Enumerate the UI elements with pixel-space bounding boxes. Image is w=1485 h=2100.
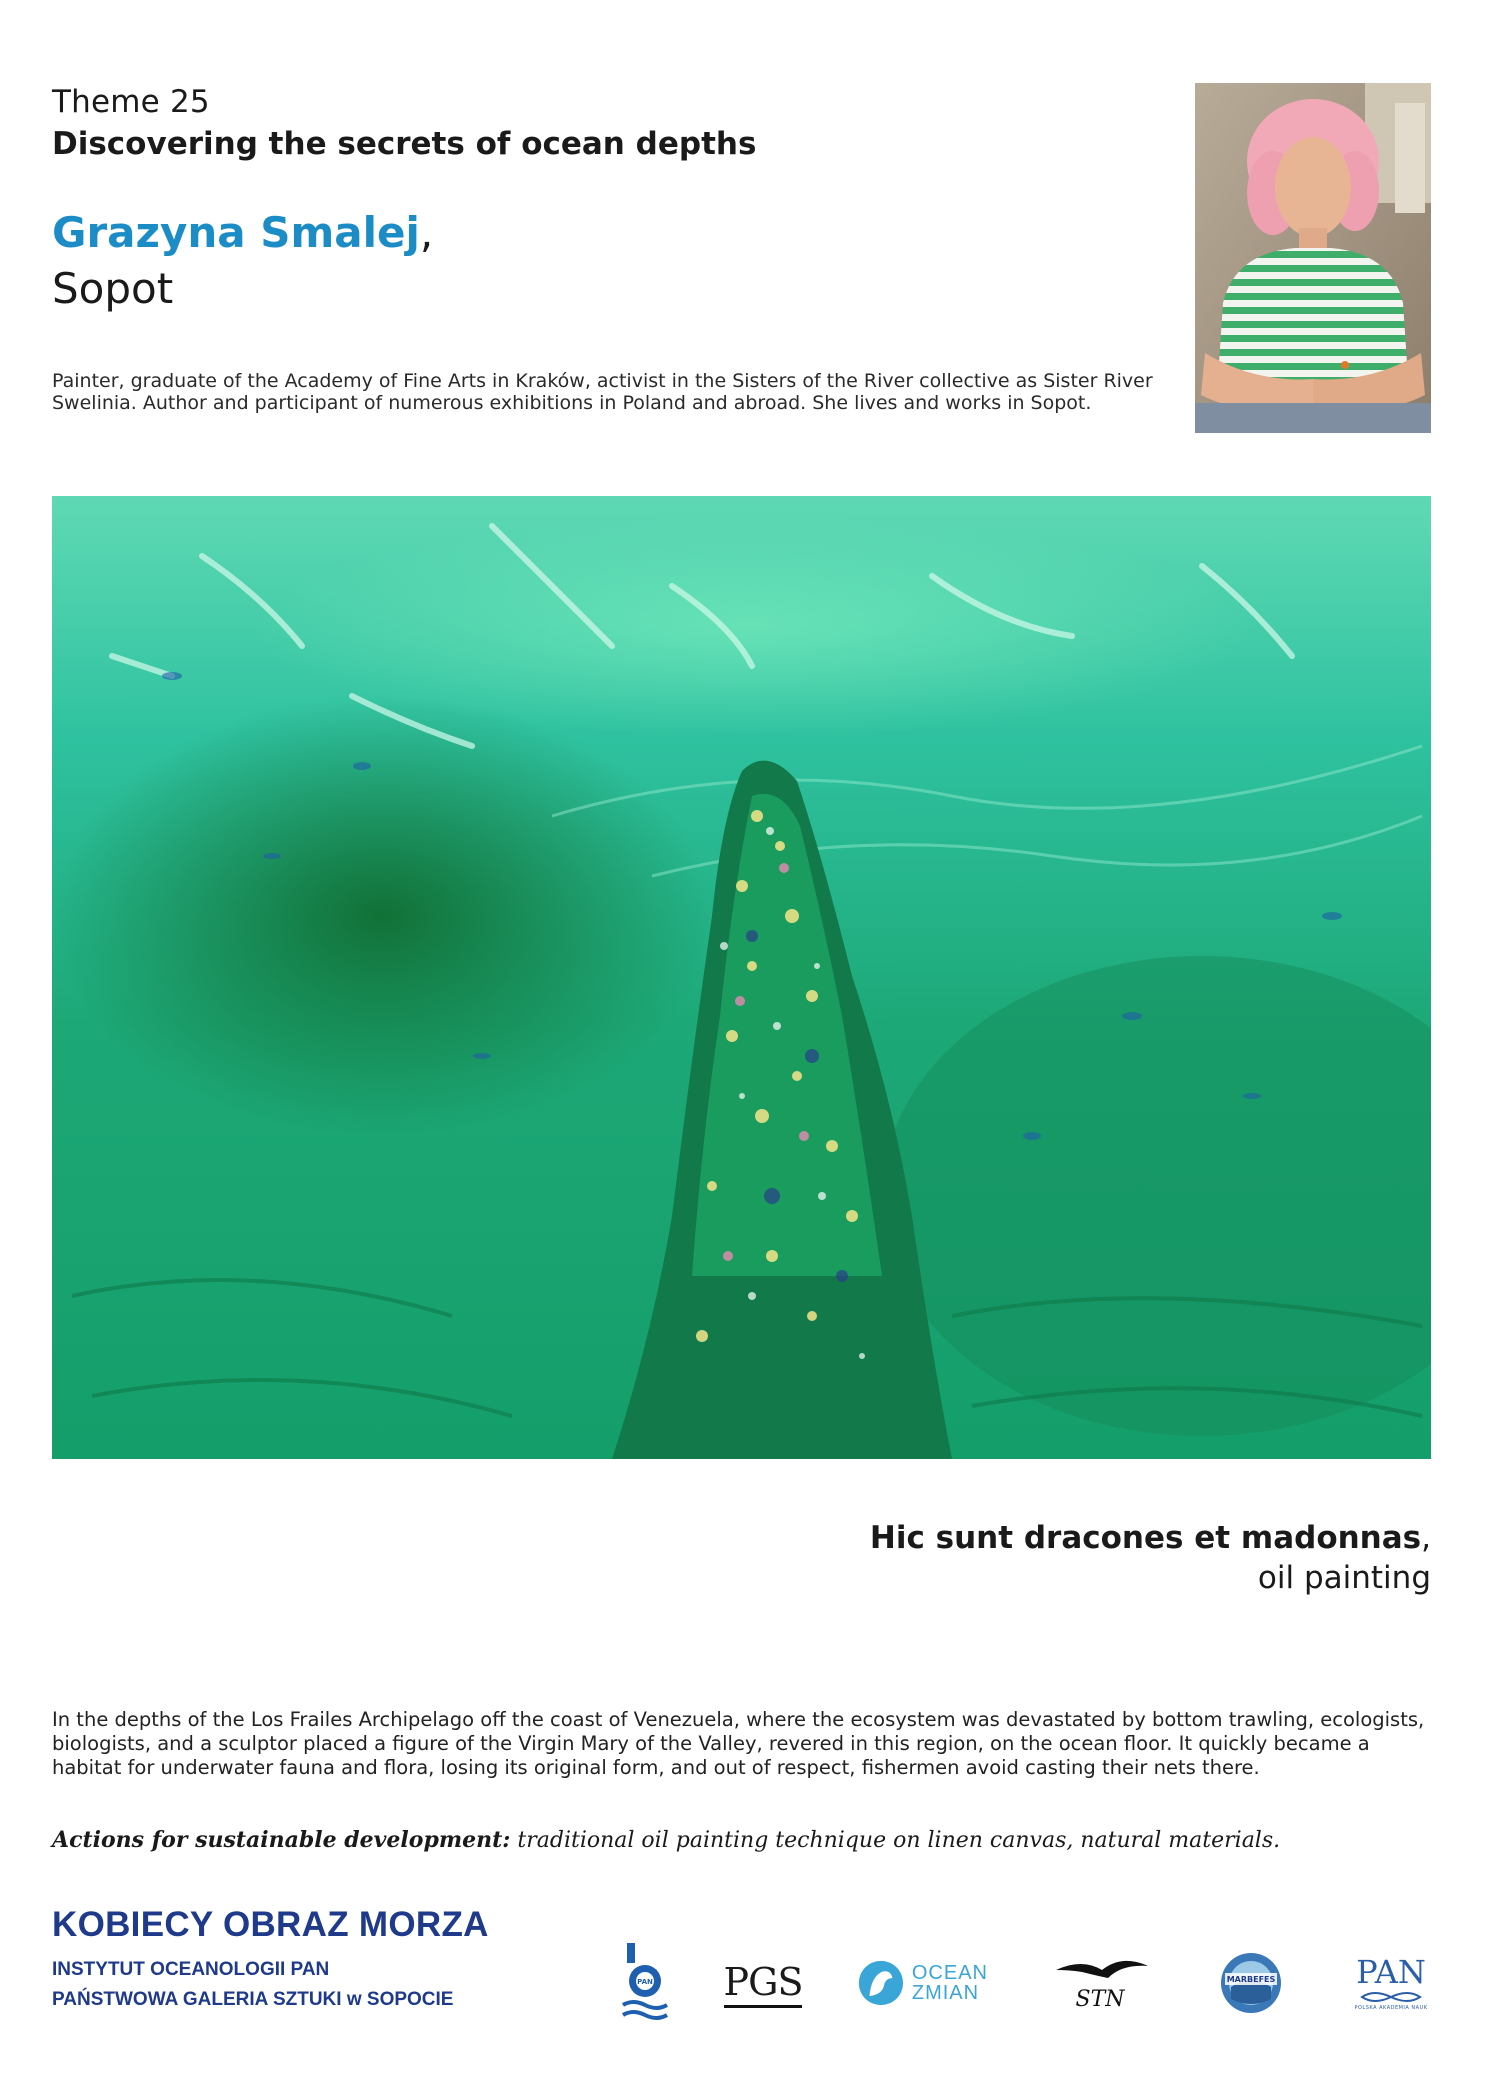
artwork-painting-image xyxy=(52,496,1431,1459)
theme-title: Discovering the secrets of ocean depths xyxy=(52,126,757,162)
footer-gallery: PAŃSTWOWA GALERIA SZTUKI w SOPOCIE xyxy=(52,1989,454,2010)
artwork-description: In the depths of the Los Frailes Archipelago off the coast of Venezuela, where the ecosystem was devastated by bottom trawling, ecologists, biologists, and a sculptor placed a figure of the Virgin Mary of the Valley, revered in this region, on the ocean floor. It quickly became a habitat for underwater fauna and flora, losing its original form, and out of respect, fishermen avoid casting their nets there. xyxy=(52,1708,1425,1779)
artwork-title-comma: , xyxy=(1421,1520,1431,1556)
iopan-logo xyxy=(615,1938,675,2028)
artwork-title-line xyxy=(870,1518,1431,1558)
ocean-zmian-logo xyxy=(858,1938,988,2028)
stn-logo-text: STN xyxy=(1075,1987,1125,2012)
stn-logo xyxy=(1052,1938,1152,2028)
footer-institute: INSTYTUT OCEANOLOGII PAN xyxy=(52,1959,330,1980)
artwork-title: Hic sunt dracones et madonnas xyxy=(869,1520,1422,1556)
pan-logo-subtitle: POLSKA AKADEMIA NAUK xyxy=(1354,2005,1428,2011)
pgs-logo-text: PGS xyxy=(724,1959,803,2008)
marbefes-logo xyxy=(1213,1938,1289,2028)
footer-brand xyxy=(52,1905,489,2011)
footer-title: KOBIECY OBRAZ MORZA xyxy=(52,1905,489,1944)
artwork-medium: oil painting xyxy=(1257,1560,1431,1596)
actions-text: traditional oil painting technique on linen canvas, natural materials. xyxy=(510,1828,1281,1853)
theme-number: Theme 25 xyxy=(52,84,210,120)
artist-portrait-photo xyxy=(1195,83,1431,433)
artist-name: Grazyna Smalej xyxy=(52,208,420,257)
pan-logo-text: PAN xyxy=(1356,1953,1426,1991)
artist-line xyxy=(52,208,433,257)
artwork-caption xyxy=(870,1518,1431,1598)
ocean-zmian-line1: OCEAN xyxy=(911,1962,988,1984)
actions-label: Actions for sustainable development: xyxy=(52,1827,511,1853)
artist-comma: , xyxy=(419,208,434,257)
pan-logo xyxy=(1348,1938,1434,2028)
pgs-logo xyxy=(723,1938,803,2028)
iopan-logo-text: PAN xyxy=(637,1978,653,1986)
artist-city: Sopot xyxy=(52,264,174,313)
artist-bio: Painter, graduate of the Academy of Fine Arts in Kraków, activist in the Sisters of the River collective as Sister River Swelinia. Author and participant of numerous exhibitions in Poland and abroad. She lives and works in Sopot. xyxy=(52,370,1153,414)
marbefes-logo-text: MARBEFES xyxy=(1226,1975,1276,1984)
ocean-zmian-line2: ZMIAN xyxy=(911,1982,980,2004)
sustainability-actions xyxy=(52,1827,1280,1853)
